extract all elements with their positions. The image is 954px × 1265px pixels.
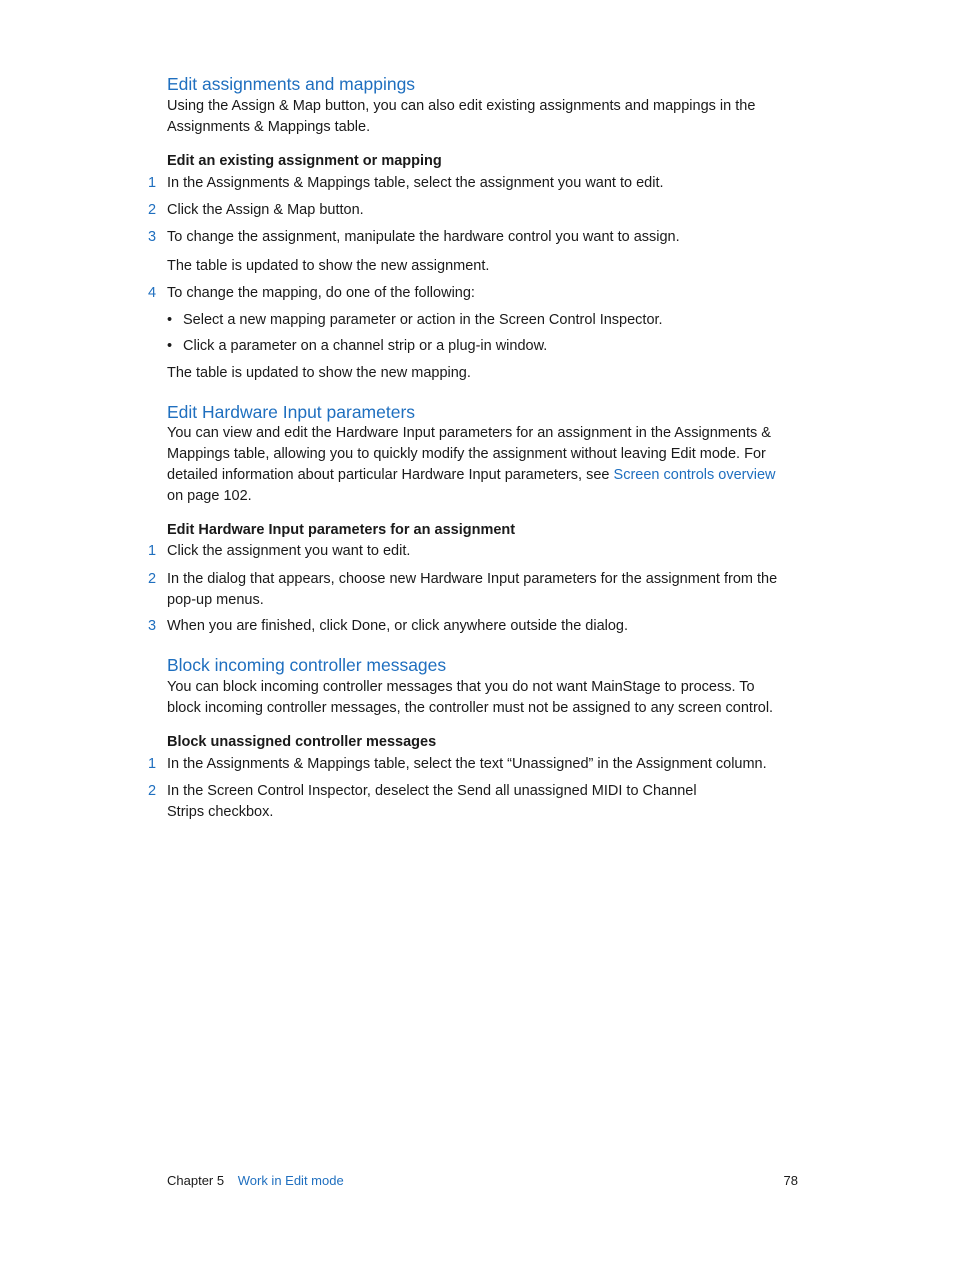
step-text: To change the mapping, do one of the following: (167, 285, 475, 301)
section-intro (167, 96, 792, 138)
step-text: When you are finished, click Done, or click anywhere outside the dialog. (167, 618, 629, 634)
intro-text: You can block incoming controller messages that you do not want MainStage to process. To block incoming controller messages, the controller must not be assigned to any screen control. (167, 679, 774, 716)
step-number: 1 (148, 756, 157, 772)
step-text: Click the Assign & Map button. (167, 202, 364, 218)
section-intro (167, 423, 792, 507)
result-text: The table is updated to show the new mapping. (167, 365, 471, 381)
bullet-text: Select a new mapping parameter or action in the Screen Control Inspector. (183, 312, 663, 328)
intro-text-part: on page 102. (167, 488, 252, 504)
step-text: In the Screen Control Inspector, deselect the Send all unassigned MIDI to Channel Strips checkbox. (167, 783, 697, 820)
bullet-icon: • (167, 338, 173, 354)
step-result (167, 256, 792, 277)
intro-text: Using the Assign & Map button, you can also edit existing assignments and mappings in the Assignments & Mappings table. (167, 98, 756, 135)
footer-chapter (167, 1171, 344, 1191)
result-text: The table is updated to show the new assignment. (167, 258, 490, 274)
bullet-text: Click a parameter on a channel strip or a plug-in window. (183, 338, 548, 354)
step-text: To change the assignment, manipulate the hardware control you want to assign. (167, 229, 680, 245)
intro-text (167, 423, 779, 507)
intro-text-part: You can view and edit the Hardware Input parameters for an assignment in the Assignments & Mappings table, allowing you to quickly modify the assignment without leaving Edit mode. For detailed information about particular Hardware Input parameters, see (167, 425, 771, 483)
screen-controls-overview-link[interactable]: Screen controls overview (613, 467, 776, 483)
step-text: In the dialog that appears, choose new Hardware Input parameters for the assignment from the pop-up menus. (167, 571, 778, 608)
section-heading-edit-assignments: Edit assignments and mappings (167, 74, 416, 94)
section-intro (167, 677, 792, 719)
step-number: 3 (148, 229, 157, 245)
step-number: 1 (148, 175, 157, 191)
section-heading-block-messages: Block incoming controller messages (167, 655, 447, 675)
step-number: 4 (148, 285, 157, 301)
section-heading-hardware-input: Edit Hardware Input parameters (167, 402, 416, 422)
step-number: 2 (148, 783, 157, 799)
step-text: Click the assignment you want to edit. (167, 543, 411, 559)
task-title: Edit Hardware Input parameters for an assignment (167, 522, 516, 538)
step-number: 2 (148, 202, 157, 218)
bullet-icon: • (167, 312, 173, 328)
task-title: Block unassigned controller messages (167, 734, 437, 750)
step-result (167, 363, 792, 384)
chapter-label: Chapter 5 (167, 1173, 225, 1188)
page-number: 78 (783, 1173, 798, 1188)
step-text: In the Assignments & Mappings table, select the assignment you want to edit. (167, 175, 664, 191)
step-number: 3 (148, 618, 157, 634)
step-text: In the Assignments & Mappings table, select the text “Unassigned” in the Assignment column. (167, 756, 767, 772)
step-number: 1 (148, 543, 157, 559)
task-title: Edit an existing assignment or mapping (167, 153, 442, 169)
step-number: 2 (148, 571, 157, 587)
chapter-title-link[interactable]: Work in Edit mode (237, 1173, 344, 1188)
